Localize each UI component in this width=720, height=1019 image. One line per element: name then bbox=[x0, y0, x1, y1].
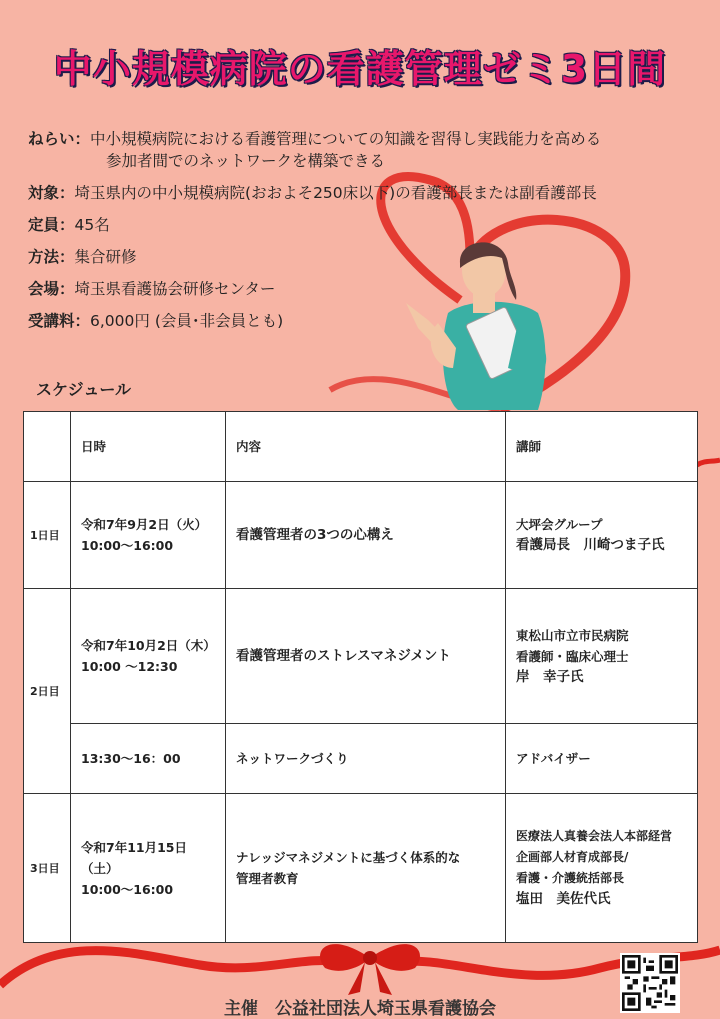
table-row bbox=[24, 724, 698, 794]
day2-lecturer bbox=[506, 589, 698, 724]
day3-lecturer bbox=[506, 794, 698, 943]
capacity-value: 45名 bbox=[74, 216, 110, 234]
day2-time: 10:00 〜12:30 bbox=[81, 659, 178, 674]
day3-datetime bbox=[71, 794, 226, 943]
method-label: 方法： bbox=[28, 248, 75, 266]
fee-row bbox=[28, 310, 283, 332]
capacity-label: 定員： bbox=[28, 216, 75, 234]
table-row bbox=[24, 482, 698, 589]
schedule-heading: スケジュール bbox=[36, 380, 132, 399]
day3-lecturer-org: 医療法人真養会法人本部経営 bbox=[516, 829, 673, 843]
day2-datetime bbox=[71, 589, 226, 724]
target-row bbox=[28, 182, 597, 204]
day2-time-b: 13:30〜16：00 bbox=[71, 724, 226, 794]
day2-lecturer-title: 看護師・臨床心理士 bbox=[516, 648, 629, 664]
aim-line2: 参加者間でのネットワークを構築できる bbox=[106, 152, 386, 170]
header-content: 内容 bbox=[226, 412, 506, 482]
header-lecturer: 講師 bbox=[506, 412, 698, 482]
day3-content bbox=[226, 794, 506, 943]
day3-lecturer-dept: 企画部人材育成部長/ bbox=[516, 850, 629, 864]
fee-label: 受講料： bbox=[28, 312, 91, 330]
aim-line1: 中小規模病院における看護管理についての知識を習得し実践能力を高める bbox=[90, 130, 602, 148]
day1-date: 令和7年9月2日（火） bbox=[81, 517, 208, 532]
venue-row bbox=[28, 278, 275, 300]
day3-content-line1: ナレッジマネジメントに基づく体系的な bbox=[236, 850, 461, 865]
day1-lecturer bbox=[506, 482, 698, 589]
day3-time: 10:00〜16:00 bbox=[81, 881, 174, 897]
day2-label: 2日目 bbox=[24, 589, 71, 794]
day1-time: 10:00〜16:00 bbox=[81, 538, 174, 553]
day3-date: 令和7年11月15日（土） bbox=[81, 839, 187, 876]
day3-label: 3日目 bbox=[24, 794, 71, 943]
venue-value: 埼玉県看護協会研修センター bbox=[74, 280, 276, 298]
table-row bbox=[24, 794, 698, 943]
day3-lecturer-title: 看護・介護統括部長 bbox=[516, 871, 625, 885]
aim-row bbox=[28, 128, 601, 150]
method-value: 集合研修 bbox=[74, 248, 137, 266]
day1-lecturer-org: 大坪会グループ bbox=[516, 517, 603, 532]
day2-date: 令和7年10月2日（木） bbox=[81, 638, 216, 653]
table-header-row bbox=[24, 412, 698, 482]
page-title: 中小規模病院の看護管理ゼミ3日間 bbox=[53, 47, 667, 91]
day3-lecturer-name: 塩田 美佐代氏 bbox=[516, 891, 611, 907]
target-value: 埼玉県内の中小規模病院(おおよそ250床以下)の看護部長または副看護部長 bbox=[74, 184, 597, 202]
aim-label: ねらい： bbox=[28, 130, 91, 148]
header-date: 日時 bbox=[71, 412, 226, 482]
day1-datetime bbox=[71, 482, 226, 589]
day1-lecturer-name: 看護局長 川崎つま子氏 bbox=[516, 537, 665, 553]
day2-lecturer-org: 東松山市立市民病院 bbox=[516, 627, 629, 643]
header-day-cell bbox=[24, 412, 71, 482]
fee-value: 6,000円 (会員･非会員とも) bbox=[90, 312, 284, 330]
day1-content: 看護管理者の3つの心構え bbox=[226, 482, 506, 589]
venue-label: 会場： bbox=[28, 280, 75, 298]
day2-lecturer-b: アドバイザー bbox=[506, 724, 698, 794]
organizer-footer: 主催 公益社団法人埼玉県看護協会 bbox=[224, 999, 496, 1019]
day2-content-b: ネットワークづくり bbox=[226, 724, 506, 794]
day2-content: 看護管理者のストレスマネジメント bbox=[226, 589, 506, 724]
day3-content-line2: 管理者教育 bbox=[236, 871, 299, 886]
target-label: 対象： bbox=[28, 184, 75, 202]
nurse-illustration bbox=[398, 228, 558, 410]
schedule-table bbox=[23, 411, 698, 943]
day1-label: 1日目 bbox=[24, 482, 71, 589]
capacity-row bbox=[28, 214, 110, 236]
day2-lecturer-name: 岸 幸子氏 bbox=[516, 668, 584, 685]
method-row bbox=[28, 246, 137, 268]
table-row bbox=[24, 589, 698, 724]
